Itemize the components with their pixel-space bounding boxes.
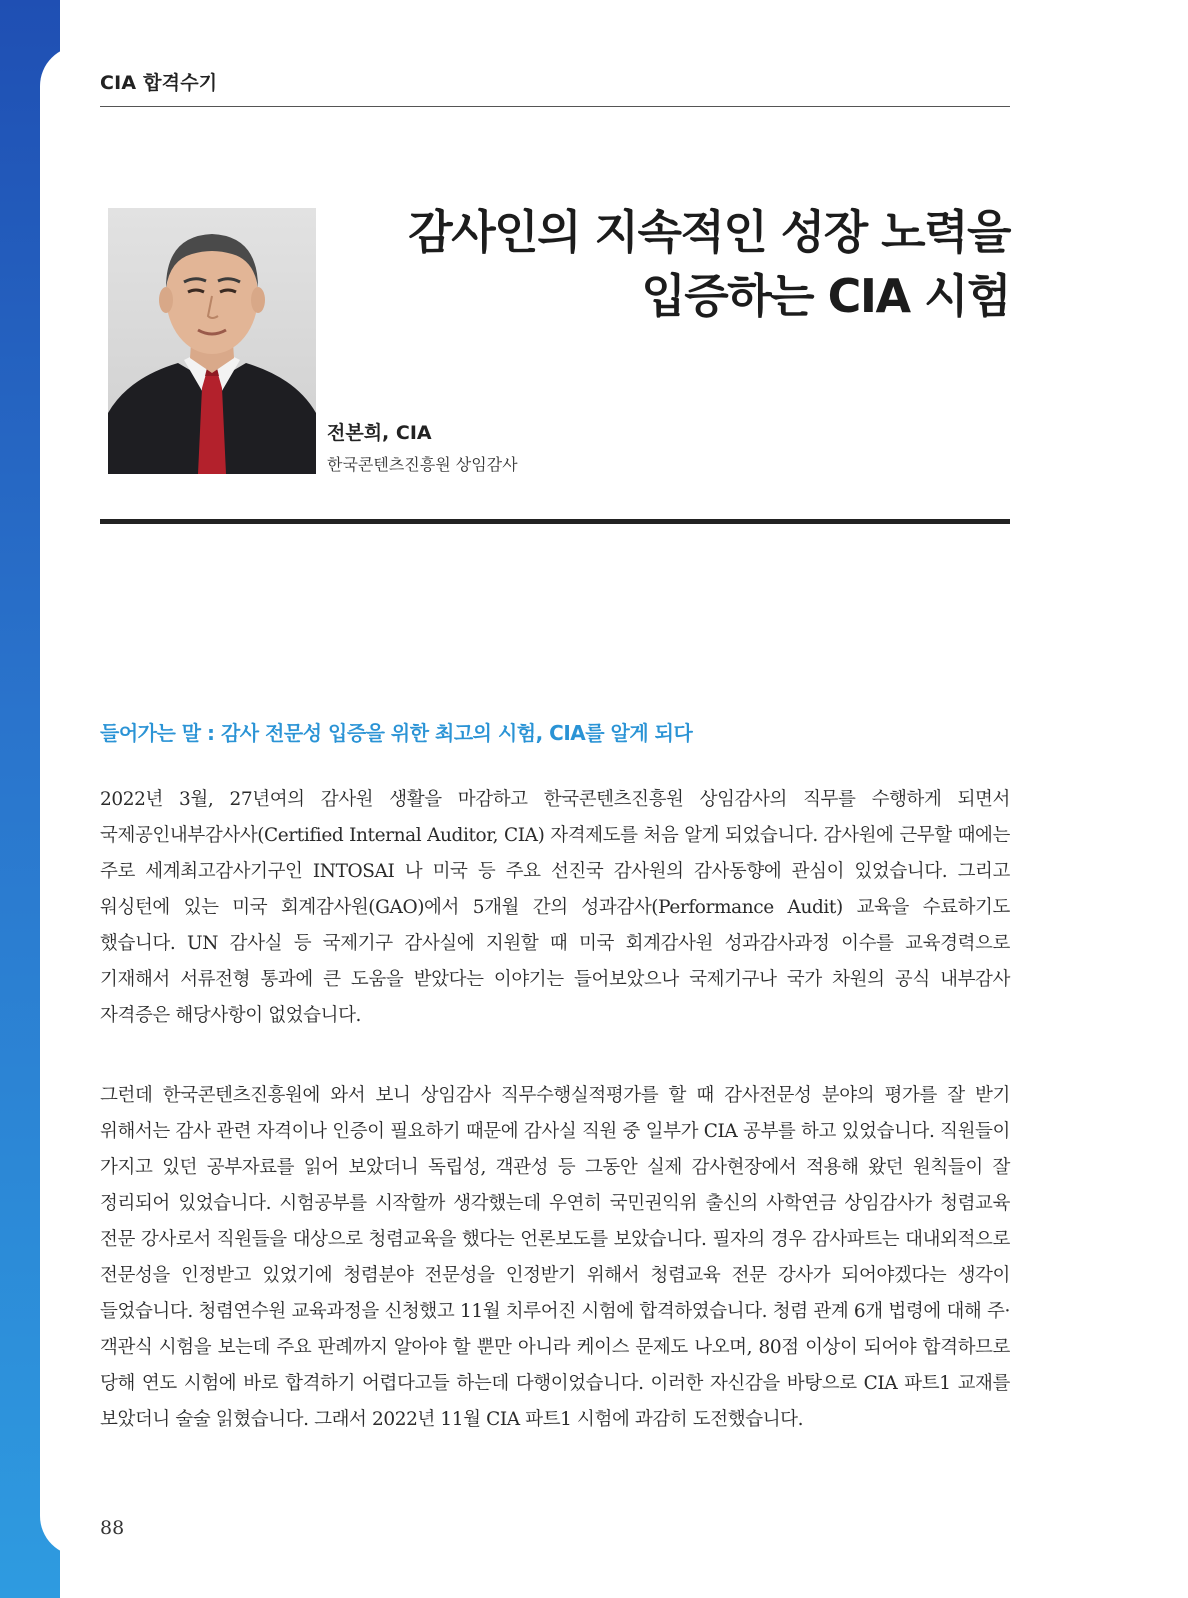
top-divider: [100, 106, 1010, 107]
body-paragraph-2: 그런데 한국콘텐츠진흥원에 와서 보니 상임감사 직무수행실적평가를 할 때 감사전문성 분야의 평가를 잘 받기 위해서는 감사 관련 자격이나 인증이 필요하기 때문에 감사실 직원 중 일부가 CIA 공부를 하고 있었습니다. 직원들이 가지고 있던 공부자료를 읽어 보았더니 독립성, 객관성 등 그동안 실제 감사현장에서 적용해 왔던 원칙들이 잘 정리되어 있었습니다. 시험공부를 시작할까 생각했는데 우연히 국민권익위 출신의 사학연금 상임감사가 청렴교육 전문 강사로서 직원들을 대상으로 청렴교육을 했다는 언론보도를 보았습니다. 필자의 경우 감사파트는 대내외적으로 전문성을 인정받고 있었기에 청렴분야 전문성을 인정받기 위해서 청렴교육 전문 강사가 되어야겠다는 생각이 들었습니다. 청렴연수원 교육과정을 신청했고 11월 치루어진 시험에 합격하였습니다. 청렴 관계 6개 법령에 대해 주·객관식 시험을 보는데 주요 판례까지 알아야 할 뿐만 아니라 케이스 문제도 나오며, 80점 이상이 되어야 합격하므로 당해 연도 시험에 바로 합격하기 어렵다고들 하는데 다행이었습니다. 이러한 자신감을 바탕으로 CIA 파트1 교재를 보았더니 술술 읽혔습니다. 그래서 2022년 11월 CIA 파트1 시험에 과감히 도전했습니다.: [100, 1085, 1010, 1430]
header-divider: [100, 519, 1010, 524]
author-photo: [108, 208, 316, 474]
section-label: CIA 합격수기: [100, 72, 218, 94]
author-role: 한국콘텐츠진흥원 상임감사: [327, 455, 518, 474]
author-name: 전본희, CIA: [327, 422, 432, 444]
body-paragraph-1: 2022년 3월, 27년여의 감사원 생활을 마감하고 한국콘텐츠진흥원 상임감사의 직무를 수행하게 되면서 국제공인내부감사사(Certified Internal Auditor, CIA) 자격제도를 처음 알게 되었습니다. 감사원에 근무할 때에는 주로 세계최고감사기구인 INTOSAI 나 미국 등 주요 선진국 감사원의 감사동향에 관심이 있었습니다. 그리고 워싱턴에 있는 미국 회계감사원(GAO)에서 5개월 간의 성과감사(Performance Audit) 교육을 수료하기도 했습니다. UN 감사실 등 국제기구 감사실에 지원할 때 미국 회계감사원 성과감사과정 이수를 교육경력으로 기재해서 서류전형 통과에 큰 도움을 받았다는 이야기는 들어보았으나 국제기구나 국가 차원의 공식 내부감사 자격증은 해당사항이 없었습니다.: [100, 789, 1010, 1026]
title-line-1: 감사인의 지속적인 성장 노력을: [408, 205, 1010, 259]
title-line-2: 입증하는 CIA 시험: [641, 269, 1010, 323]
section-subheading: 들어가는 말 : 감사 전문성 입증을 위한 최고의 시험, CIA를 알게 되다: [100, 721, 693, 745]
article-title: [408, 200, 1010, 328]
page-number: 88: [100, 1517, 125, 1539]
